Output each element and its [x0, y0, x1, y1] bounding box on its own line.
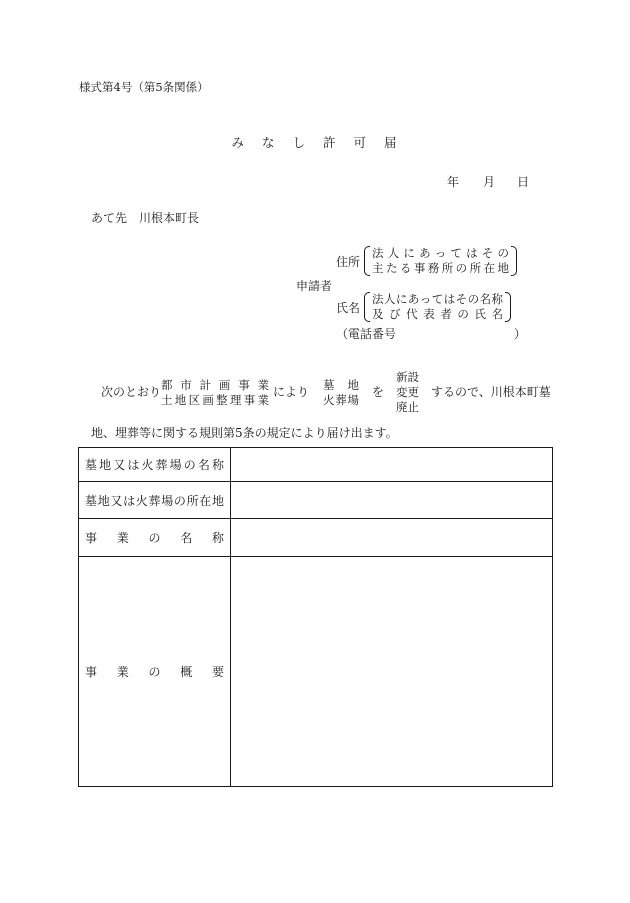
row-label-project-name: 事業の名称	[85, 531, 224, 545]
date-day-label: 日	[517, 175, 530, 189]
place-type-options	[323, 378, 359, 408]
row-label-project-summary: 事業の概要	[85, 665, 224, 679]
table-row	[79, 557, 553, 787]
table-row	[79, 519, 553, 557]
phone-number-label: （電話番号	[336, 327, 397, 341]
name-label: 氏名	[336, 300, 361, 315]
phone-number-close: ）	[514, 327, 527, 341]
applicant-label: 申請者	[296, 279, 333, 293]
statement-suffix: するので、川根本町墓	[431, 385, 551, 399]
action-option: 新設	[396, 370, 419, 384]
action-option: 廃止	[396, 400, 419, 414]
statement-by: により	[273, 385, 310, 399]
statement-line2: 地、埋葬等に関する規則第5条の規定により届け出ます。	[91, 426, 398, 440]
table-row	[79, 448, 553, 482]
project-option: 都市計画事業	[161, 378, 269, 392]
document-title: みなし許可届	[231, 135, 415, 150]
applicant-name-field	[336, 292, 511, 322]
date-year-label: 年	[447, 175, 460, 189]
address-note-line: 法人にあってはその	[372, 246, 510, 260]
row-label-facility-name: 墓地又は火葬場の名称	[85, 458, 224, 472]
table-row	[79, 482, 553, 519]
place-option: 墓地	[323, 378, 359, 392]
date-month-label: 月	[483, 175, 496, 189]
action-options	[396, 370, 419, 415]
address-label: 住所	[336, 254, 361, 269]
place-option: 火葬場	[323, 393, 359, 407]
notification-table	[78, 447, 553, 787]
project-option: 土地区画整理事業	[161, 393, 269, 407]
address-note-bracket	[364, 246, 517, 276]
address-note-line: 主たる事務所の所在地	[372, 261, 510, 275]
name-note-line: 法人にあってはその名称	[372, 292, 504, 306]
statement-prefix: 次のとおり	[101, 385, 162, 399]
action-option: 変更	[396, 385, 419, 399]
name-note-bracket	[364, 292, 511, 322]
statement-wo: を	[372, 385, 385, 399]
row-label-facility-location: 墓地又は火葬場の所在地	[85, 493, 224, 508]
name-note-line: 及び代表者の氏名	[372, 307, 504, 321]
addressee: あて先 川根本町長	[91, 211, 200, 225]
form-number: 様式第4号（第5条関係）	[79, 80, 209, 94]
project-type-options	[161, 378, 269, 408]
applicant-address-field	[336, 246, 517, 276]
